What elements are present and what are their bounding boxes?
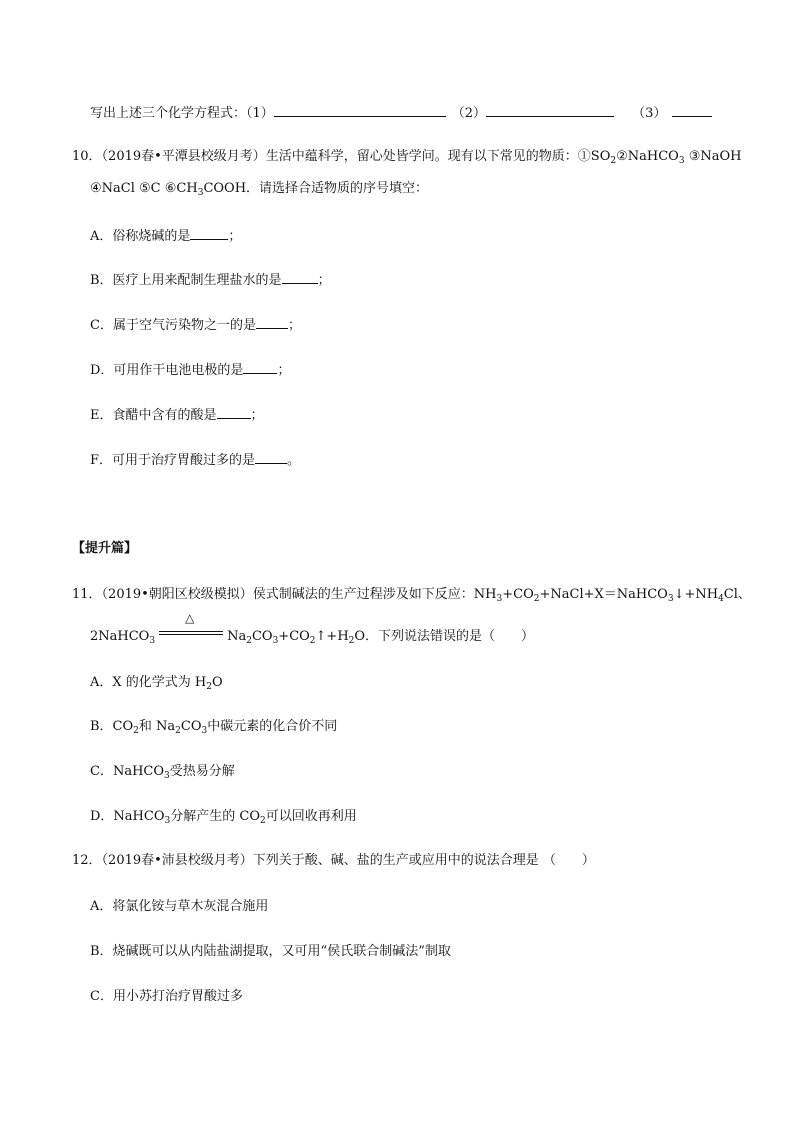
question-11-stem: 11．（2019•朝阳区校级模拟）侯式制碱法的生产过程涉及如下反应：$NH_3+CO_2+NaCl+X=NaHCO_3↓+NH_4Cl$、 xyxy=(72,587,751,604)
blank-label-2: （2） xyxy=(451,106,487,121)
q10-option-d: D．可用作干电池电极的是 ； xyxy=(90,360,290,380)
q11-option-a[interactable]: A．X 的化学式为 $H_2O$ xyxy=(90,675,223,692)
answer-blank-2[interactable] xyxy=(486,103,614,117)
q10-option-f: F．可用于治疗胃酸过多的是 。 xyxy=(90,450,300,470)
q11-option-d[interactable]: D．NaHCO$_3$分解产生的 $CO_2$可以回收再利用 xyxy=(90,809,357,826)
question-12-stem: 12．（2019春•沛县校级月考）下列关于酸、碱、盐的生产或应用中的说法合理是 （ ） xyxy=(72,853,595,868)
answer-blank-3[interactable] xyxy=(672,103,712,117)
question-10-stem-line2: ④NaCl ⑤C $⑥CH_3COOH$．请选择合适物质的序号填空： xyxy=(90,181,429,198)
q10-option-e: E．食醋中含有的酸是 ； xyxy=(90,405,264,425)
section-title: 【提升篇】 xyxy=(72,541,138,556)
q10-option-c: C．属于空气污染物之一的是 ； xyxy=(90,315,301,335)
q12-option-c[interactable]: C．用小苏打治疗胃酸过多 xyxy=(90,989,243,1004)
answer-blank-1[interactable] xyxy=(274,103,446,117)
q10-blank-b[interactable] xyxy=(282,270,318,284)
q10-blank-e[interactable] xyxy=(217,405,251,419)
q10-blank-a[interactable] xyxy=(190,226,228,240)
q10-option-b: B．医疗上用来配制生理盐水的是 ； xyxy=(90,270,331,290)
q11-option-b[interactable]: B．$CO_2$和 $Na_2CO_3$中碳元素的化合价不同 xyxy=(90,719,338,736)
equation-prompt-line xyxy=(90,103,712,123)
q10-blank-c[interactable] xyxy=(256,315,288,329)
q12-option-b[interactable]: B．烧碱既可以从内陆盐湖提取，又可用“侯氏联合制碱法”制取 xyxy=(90,944,451,959)
question-11-equation: 2NaHCO$_3$ △ $Na_2CO_3+CO_2↑+H_2O$．下列说法错误的是（ ） xyxy=(90,611,535,646)
q10-blank-f[interactable] xyxy=(255,450,287,464)
q12-option-a[interactable]: A．将氯化铵与草木灰混合施用 xyxy=(90,899,269,914)
blank-label-3: （3） xyxy=(632,106,667,121)
q10-option-a: A．俗称烧碱的是 ； xyxy=(90,226,241,246)
question-10-stem: 10．（2019春•平潭县校级月考）生活中蕴科学，留心处皆学问。现有以下常见的物质：$①SO_2②NaHCO_3$ ③NaOH xyxy=(72,149,742,166)
heat-triangle-icon: △ xyxy=(185,611,195,625)
prompt-text: 写出上述三个化学方程式：（1） xyxy=(90,106,274,121)
q11-option-c[interactable]: C．NaHCO$_3$受热易分解 xyxy=(90,764,235,781)
q10-blank-d[interactable] xyxy=(243,360,277,374)
heat-equals-sign xyxy=(159,611,223,640)
